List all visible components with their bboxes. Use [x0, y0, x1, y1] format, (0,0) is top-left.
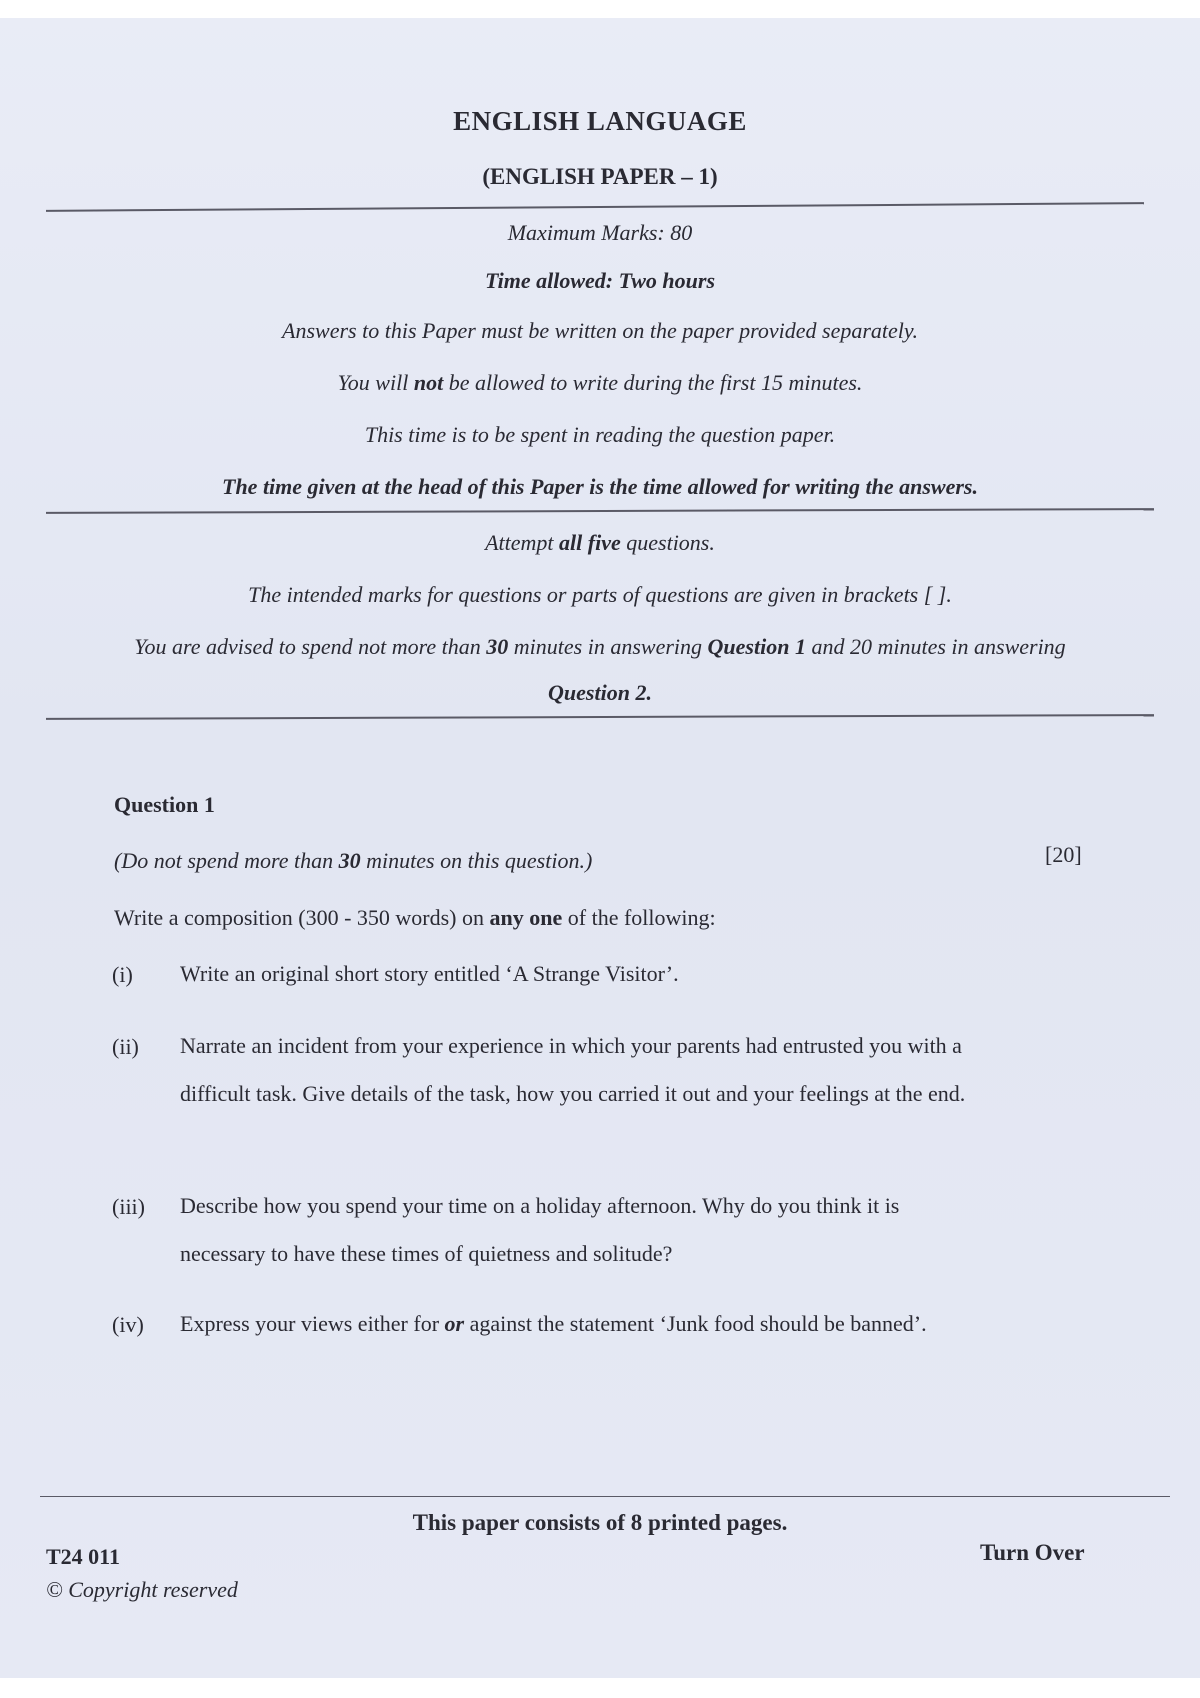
- time-allowed-value: Two hours: [618, 268, 715, 293]
- question-marks: [20]: [1045, 842, 1082, 867]
- paper-title: ENGLISH LANGUAGE: [453, 106, 747, 136]
- not-allowed-prefix: You will: [337, 370, 414, 395]
- option-number: (ii): [112, 1034, 139, 1059]
- attempt-suffix: questions.: [620, 530, 715, 555]
- reading-note: This time is to be spent in reading the question paper.: [364, 422, 836, 447]
- advice-part2: minutes in answering: [508, 634, 708, 659]
- divider-rule: [46, 714, 1154, 720]
- divider-rule: [46, 508, 1154, 514]
- time-allowed-label: Time allowed:: [485, 268, 619, 293]
- advice-q2: Question 2.: [548, 680, 652, 705]
- attempt-note: [0, 530, 1200, 556]
- turn-over-note: Turn Over: [980, 1540, 1085, 1565]
- divider-rule: [46, 202, 1144, 212]
- max-marks: Maximum Marks: 80: [507, 220, 693, 245]
- question-prompt-prefix: Write a composition (300 - 350 words) on: [114, 905, 490, 930]
- option-text-prefix: Express your views either for: [180, 1311, 445, 1336]
- option-text: Write an original short story entitled ‘A Strange Visitor’.: [180, 961, 679, 986]
- question-prompt: [114, 905, 716, 931]
- advice-note: [40, 634, 1160, 660]
- not-allowed-emph: not: [413, 370, 444, 395]
- marks-note: The intended marks for questions or parts of questions are given in brackets [ ].: [248, 582, 952, 607]
- not-allowed-suffix: be allowed to write during the first 15 minutes.: [443, 370, 863, 395]
- option-text: Narrate an incident from your experience in which your parents had entrusted you with a difficult task. Give details of the task, how you carried it out and your feelings at the end.: [180, 1033, 966, 1106]
- question-heading: Question 1: [114, 792, 215, 817]
- question-prompt-suffix: of the following:: [562, 905, 716, 930]
- page-count-note: This paper consists of 8 printed pages.: [412, 1510, 788, 1535]
- question-prompt-emph: any one: [489, 905, 563, 930]
- option-number: (i): [112, 962, 133, 987]
- option-text-suffix: against the statement ‘Junk food should be banned’.: [464, 1311, 927, 1336]
- divider-rule: [40, 1496, 1170, 1497]
- not-allowed-note: [0, 370, 1200, 396]
- question-note-suffix: minutes on this question.): [360, 848, 593, 873]
- attempt-emph: all five: [559, 530, 621, 555]
- option-text-emph: or: [444, 1311, 465, 1336]
- attempt-prefix: Attempt: [485, 530, 560, 555]
- question-time-note: [114, 848, 592, 874]
- paper-subtitle: (ENGLISH PAPER – 1): [482, 164, 718, 189]
- question-note-prefix: (Do not spend more than: [114, 848, 339, 873]
- answers-note: Answers to this Paper must be written on the paper provided separately.: [282, 318, 918, 343]
- bottom-margin: [0, 1678, 1200, 1698]
- option-number: (iv): [112, 1312, 144, 1337]
- advice-num1: 30: [486, 634, 509, 659]
- time-given-note: The time given at the head of this Paper is the time allowed for writing the answers.: [222, 474, 978, 499]
- option-text: Describe how you spend your time on a holiday afternoon. Why do you think it is necessary to have these times of quietness and solitude?: [180, 1193, 900, 1266]
- advice-part3: and 20 minutes in answering: [805, 634, 1066, 659]
- copyright-note: © Copyright reserved: [46, 1577, 238, 1602]
- option-text: [180, 1300, 980, 1348]
- paper-code: T24 011: [46, 1544, 120, 1569]
- question-note-num: 30: [338, 848, 361, 873]
- time-allowed: [0, 268, 1200, 294]
- advice-q1: Question 1: [707, 634, 806, 659]
- option-number: (iii): [112, 1194, 145, 1219]
- top-margin: [0, 0, 1200, 18]
- advice-part1: You are advised to spend not more than: [134, 634, 487, 659]
